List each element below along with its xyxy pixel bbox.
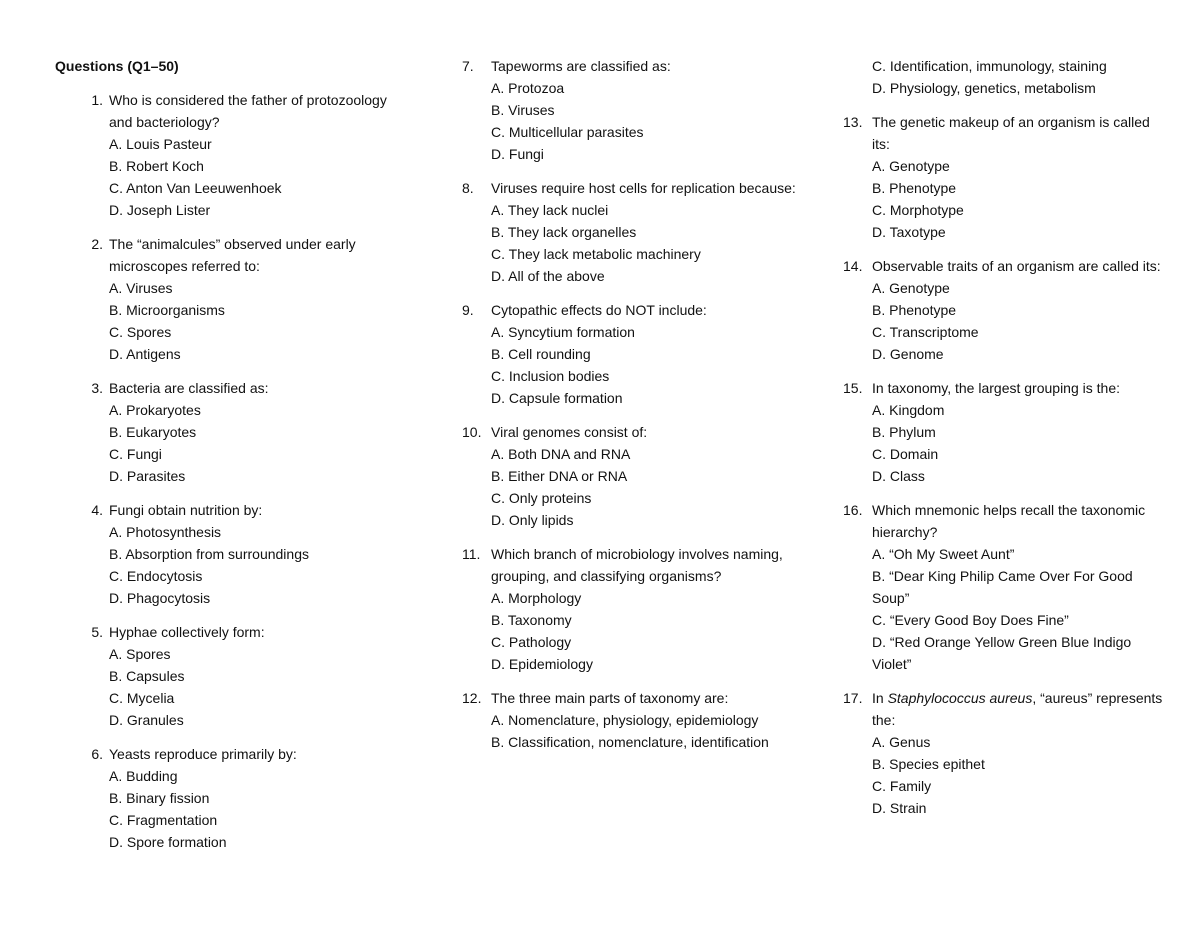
option: C. They lack metabolic machinery	[491, 246, 701, 262]
option: C. Multicellular parasites	[491, 124, 644, 140]
page-heading: Questions (Q1–50)	[55, 58, 179, 74]
option: D. Phagocytosis	[109, 590, 211, 606]
option: A. Genotype	[872, 280, 950, 296]
option: B. Absorption from surroundings	[109, 546, 309, 562]
option: B. Cell rounding	[491, 346, 591, 362]
column-3	[843, 55, 1168, 831]
option: B. “Dear King Philip Came Over For Good Soup”	[872, 568, 1133, 606]
question-12	[462, 687, 797, 753]
option: C. Anton Van Leeuwenhoek	[109, 180, 282, 196]
option: D. Genome	[872, 346, 944, 362]
question-stem: Viral genomes consist of:	[491, 424, 648, 440]
question-stem: Tapeworms are classified as:	[491, 58, 671, 74]
question-stem: Viruses require host cells for replication because:	[491, 180, 796, 196]
option: C. Transcriptome	[872, 324, 979, 340]
option: A. Spores	[109, 646, 171, 662]
question-15	[843, 377, 1168, 487]
option: A. They lack nuclei	[491, 202, 609, 218]
question-number: 16.	[843, 502, 863, 518]
question-14	[843, 255, 1168, 365]
question-number: 12.	[462, 690, 482, 706]
option: C. “Every Good Boy Does Fine”	[872, 612, 1069, 628]
option: A. Budding	[109, 768, 178, 784]
option: B. Microorganisms	[109, 302, 225, 318]
option: B. Species epithet	[872, 756, 985, 772]
option: B. Phenotype	[872, 180, 957, 196]
question-number: 10.	[462, 424, 482, 440]
option: A. Kingdom	[872, 402, 945, 418]
species-name: Staphylococcus aureus	[887, 690, 1033, 706]
question-number: 11.	[462, 546, 481, 562]
question-list-2	[462, 55, 797, 753]
option: B. Taxonomy	[491, 612, 572, 628]
option: D. Antigens	[109, 346, 181, 362]
option: A. Genotype	[872, 158, 950, 174]
option: C. Fragmentation	[109, 812, 218, 828]
question-5	[55, 621, 400, 731]
option: A. Genus	[872, 734, 931, 750]
question-11	[462, 543, 797, 675]
question-17	[843, 687, 1168, 819]
option: C. Domain	[872, 446, 939, 462]
question-4	[55, 499, 400, 609]
option: A. “Oh My Sweet Aunt”	[872, 546, 1015, 562]
question-number: 6.	[91, 746, 103, 762]
option: D. Parasites	[109, 468, 186, 484]
question-3	[55, 377, 400, 487]
option: A. Protozoa	[491, 80, 565, 96]
question-stem: The genetic makeup of an organism is called its:	[872, 114, 1150, 152]
question-number: 3.	[91, 380, 103, 396]
option: A. Syncytium formation	[491, 324, 635, 340]
question-stem: The three main parts of taxonomy are:	[491, 690, 729, 706]
question-list-1	[55, 89, 400, 853]
question-stem: Which branch of microbiology involves naming, grouping, and classifying organisms?	[491, 546, 783, 584]
option: D. Class	[872, 468, 925, 484]
question-number: 13.	[843, 114, 863, 130]
question-list-3	[843, 111, 1168, 675]
question-stem: In Staphylococcus aureus, “aureus” represents the:	[872, 690, 1163, 728]
question-7	[462, 55, 797, 165]
question-number: 17.	[843, 690, 863, 706]
option: B. Either DNA or RNA	[491, 468, 628, 484]
question-number: 2.	[91, 236, 103, 252]
option: A. Morphology	[491, 590, 582, 606]
column-1	[55, 55, 400, 865]
option: C. Inclusion bodies	[491, 368, 610, 384]
option: B. They lack organelles	[491, 224, 637, 240]
question-number: 9.	[462, 302, 474, 318]
question-stem: Which mnemonic helps recall the taxonomic hierarchy?	[872, 502, 1146, 540]
option: D. Taxotype	[872, 224, 946, 240]
question-1	[55, 89, 400, 221]
option: A. Louis Pasteur	[109, 136, 212, 152]
option: C. Family	[872, 778, 932, 794]
option: C. Mycelia	[109, 690, 175, 706]
option: D. Strain	[872, 800, 927, 816]
option: B. Capsules	[109, 668, 185, 684]
option: B. Eukaryotes	[109, 424, 197, 440]
option: D. Epidemiology	[491, 656, 593, 672]
option: A. Prokaryotes	[109, 402, 201, 418]
question-stem: Yeasts reproduce primarily by:	[109, 746, 297, 762]
option: C. Fungi	[109, 446, 162, 462]
question-stem: Fungi obtain nutrition by:	[109, 502, 263, 518]
question-stem: The “animalcules” observed under early microscopes referred to:	[109, 236, 356, 274]
question-stem: Who is considered the father of protozoology and bacteriology?	[109, 92, 387, 130]
question-stem: Cytopathic effects do NOT include:	[491, 302, 707, 318]
option: D. Only lipids	[491, 512, 574, 528]
option: B. Phylum	[872, 424, 936, 440]
question-stem: In taxonomy, the largest grouping is the:	[872, 380, 1120, 396]
option: B. Binary fission	[109, 790, 210, 806]
question-number: 1.	[91, 92, 103, 108]
question-number: 4.	[91, 502, 103, 518]
question-number: 7.	[462, 58, 474, 74]
option: B. Viruses	[491, 102, 555, 118]
column-2	[462, 55, 797, 765]
option: A. Nomenclature, physiology, epidemiology	[491, 712, 759, 728]
option: A. Viruses	[109, 280, 173, 296]
option: B. Phenotype	[872, 302, 957, 318]
option: D. “Red Orange Yellow Green Blue Indigo Violet”	[872, 634, 1132, 672]
option: A. Both DNA and RNA	[491, 446, 631, 462]
question-16	[843, 499, 1168, 675]
question-2	[55, 233, 400, 365]
question-stem: Observable traits of an organism are called its:	[872, 258, 1161, 274]
question-number: 5.	[91, 624, 103, 640]
option: A. Photosynthesis	[109, 524, 222, 540]
question-13	[843, 111, 1168, 243]
question-10	[462, 421, 797, 531]
question-9	[462, 299, 797, 409]
question-number: 15.	[843, 380, 863, 396]
option: D. All of the above	[491, 268, 605, 284]
option: C. Morphotype	[872, 202, 964, 218]
question-stem: Bacteria are classified as:	[109, 380, 269, 396]
option: C. Spores	[109, 324, 172, 340]
question-number: 8.	[462, 180, 474, 196]
question-8	[462, 177, 797, 287]
option: C. Only proteins	[491, 490, 592, 506]
option: B. Classification, nomenclature, identification	[491, 734, 769, 750]
option: C. Pathology	[491, 634, 572, 650]
question-6	[55, 743, 400, 853]
option: C. Identification, immunology, staining	[872, 58, 1107, 74]
option: B. Robert Koch	[109, 158, 204, 174]
question-12-continued	[843, 55, 1168, 99]
option: D. Spore formation	[109, 834, 227, 850]
option: C. Endocytosis	[109, 568, 203, 584]
option: D. Capsule formation	[491, 390, 623, 406]
option: D. Physiology, genetics, metabolism	[872, 80, 1096, 96]
question-stem: Hyphae collectively form:	[109, 624, 265, 640]
question-number: 14.	[843, 258, 863, 274]
option: D. Fungi	[491, 146, 544, 162]
option: D. Granules	[109, 712, 184, 728]
option: D. Joseph Lister	[109, 202, 211, 218]
